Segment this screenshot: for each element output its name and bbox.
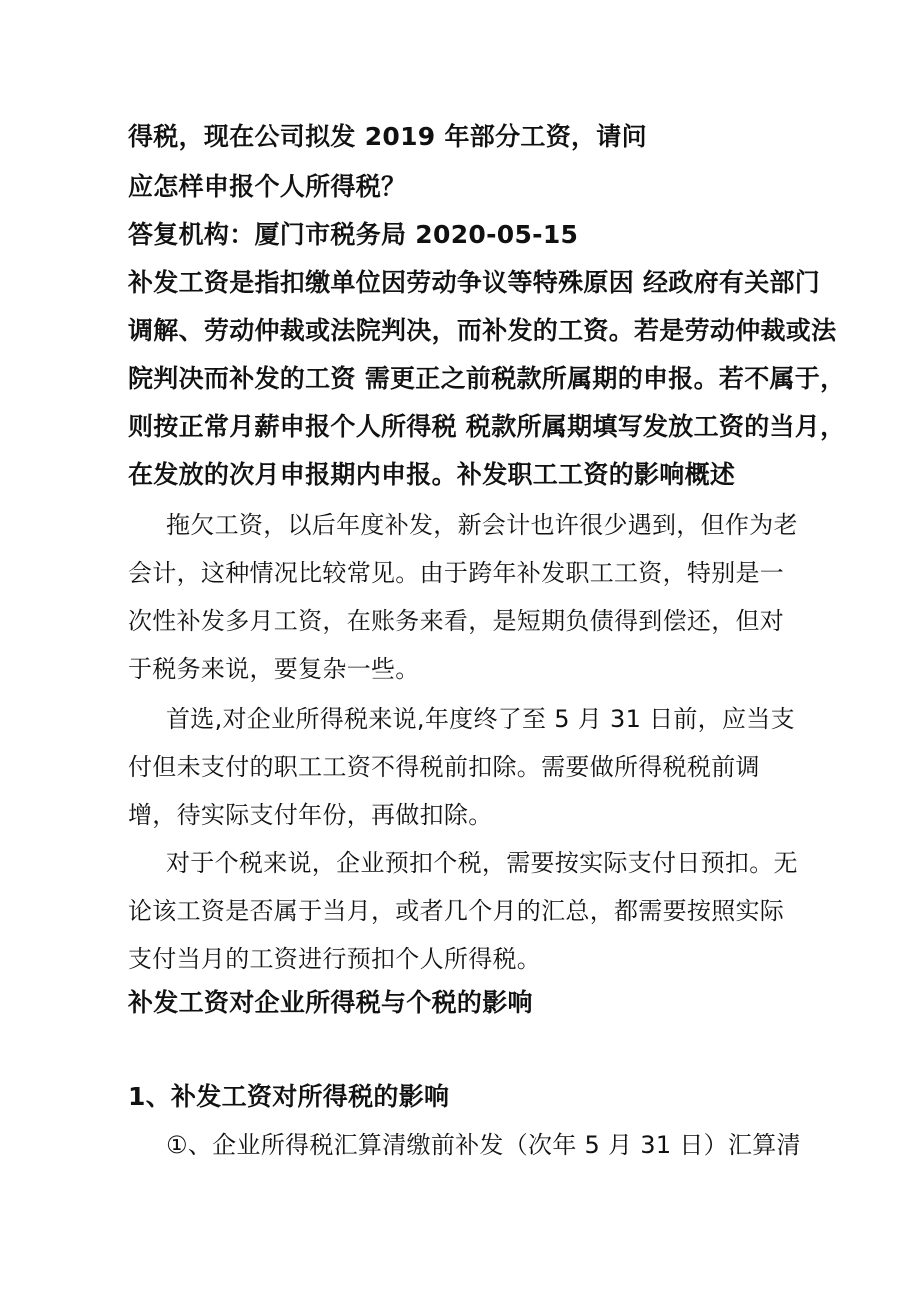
paragraph-1-line-3: 次性补发多月工资，在账务来看，是短期负债得到偿还，但对 — [128, 607, 785, 635]
paragraph-2-line-1: 首选,对企业所得税来说,年度终了至 5 月 31 日前，应当支 — [166, 705, 795, 733]
section-heading: 补发工资对企业所得税与个税的影响 — [128, 988, 533, 1017]
reply-agency-line: 答复机构：厦门市税务局 2020-05-15 — [128, 220, 579, 249]
paragraph-3-line-3: 支付当月的工资进行预扣个人所得税。 — [128, 945, 542, 973]
paragraph-3-line-2: 论该工资是否属于当月，或者几个月的汇总，都需要按照实际 — [128, 897, 785, 925]
paragraph-1-line-1: 拖欠工资，以后年度补发，新会计也许很少遇到，但作为老 — [166, 511, 798, 539]
answer-line-3: 院判决而补发的工资 需更正之前税款所属期的申报。若不属于， — [128, 364, 846, 393]
question-line-2: 应怎样申报个人所得税？ — [128, 172, 407, 201]
paragraph-2-line-3: 增，待实际支付年份，再做扣除。 — [128, 801, 493, 829]
answer-line-5: 在发放的次月申报期内申报。补发职工工资的影响概述 — [128, 460, 736, 489]
subsection-item-1: ①、企业所得税汇算清缴前补发（次年 5 月 31 日）汇算清 — [166, 1131, 801, 1159]
answer-line-1: 补发工资是指扣缴单位因劳动争议等特殊原因 经政府有关部门 — [128, 268, 821, 297]
paragraph-3-line-1: 对于个税来说，企业预扣个税，需要按实际支付日预扣。无 — [166, 849, 798, 877]
subsection-heading: 1、补发工资对所得税的影响 — [128, 1082, 450, 1111]
question-line-1: 得税，现在公司拟发 2019 年部分工资，请问 — [128, 122, 647, 151]
answer-line-2: 调解、劳动仲裁或法院判决，而补发的工资。若是劳动仲裁或法 — [128, 316, 837, 345]
paragraph-1-line-4: 于税务来说，要复杂一些。 — [128, 655, 420, 683]
paragraph-2-line-2: 付但未支付的职工工资不得税前扣除。需要做所得税税前调 — [128, 753, 760, 781]
answer-line-4: 则按正常月薪申报个人所得税 税款所属期填写发放工资的当月， — [128, 412, 846, 441]
paragraph-1-line-2: 会计，这种情况比较常见。由于跨年补发职工工资，特别是一 — [128, 559, 785, 587]
